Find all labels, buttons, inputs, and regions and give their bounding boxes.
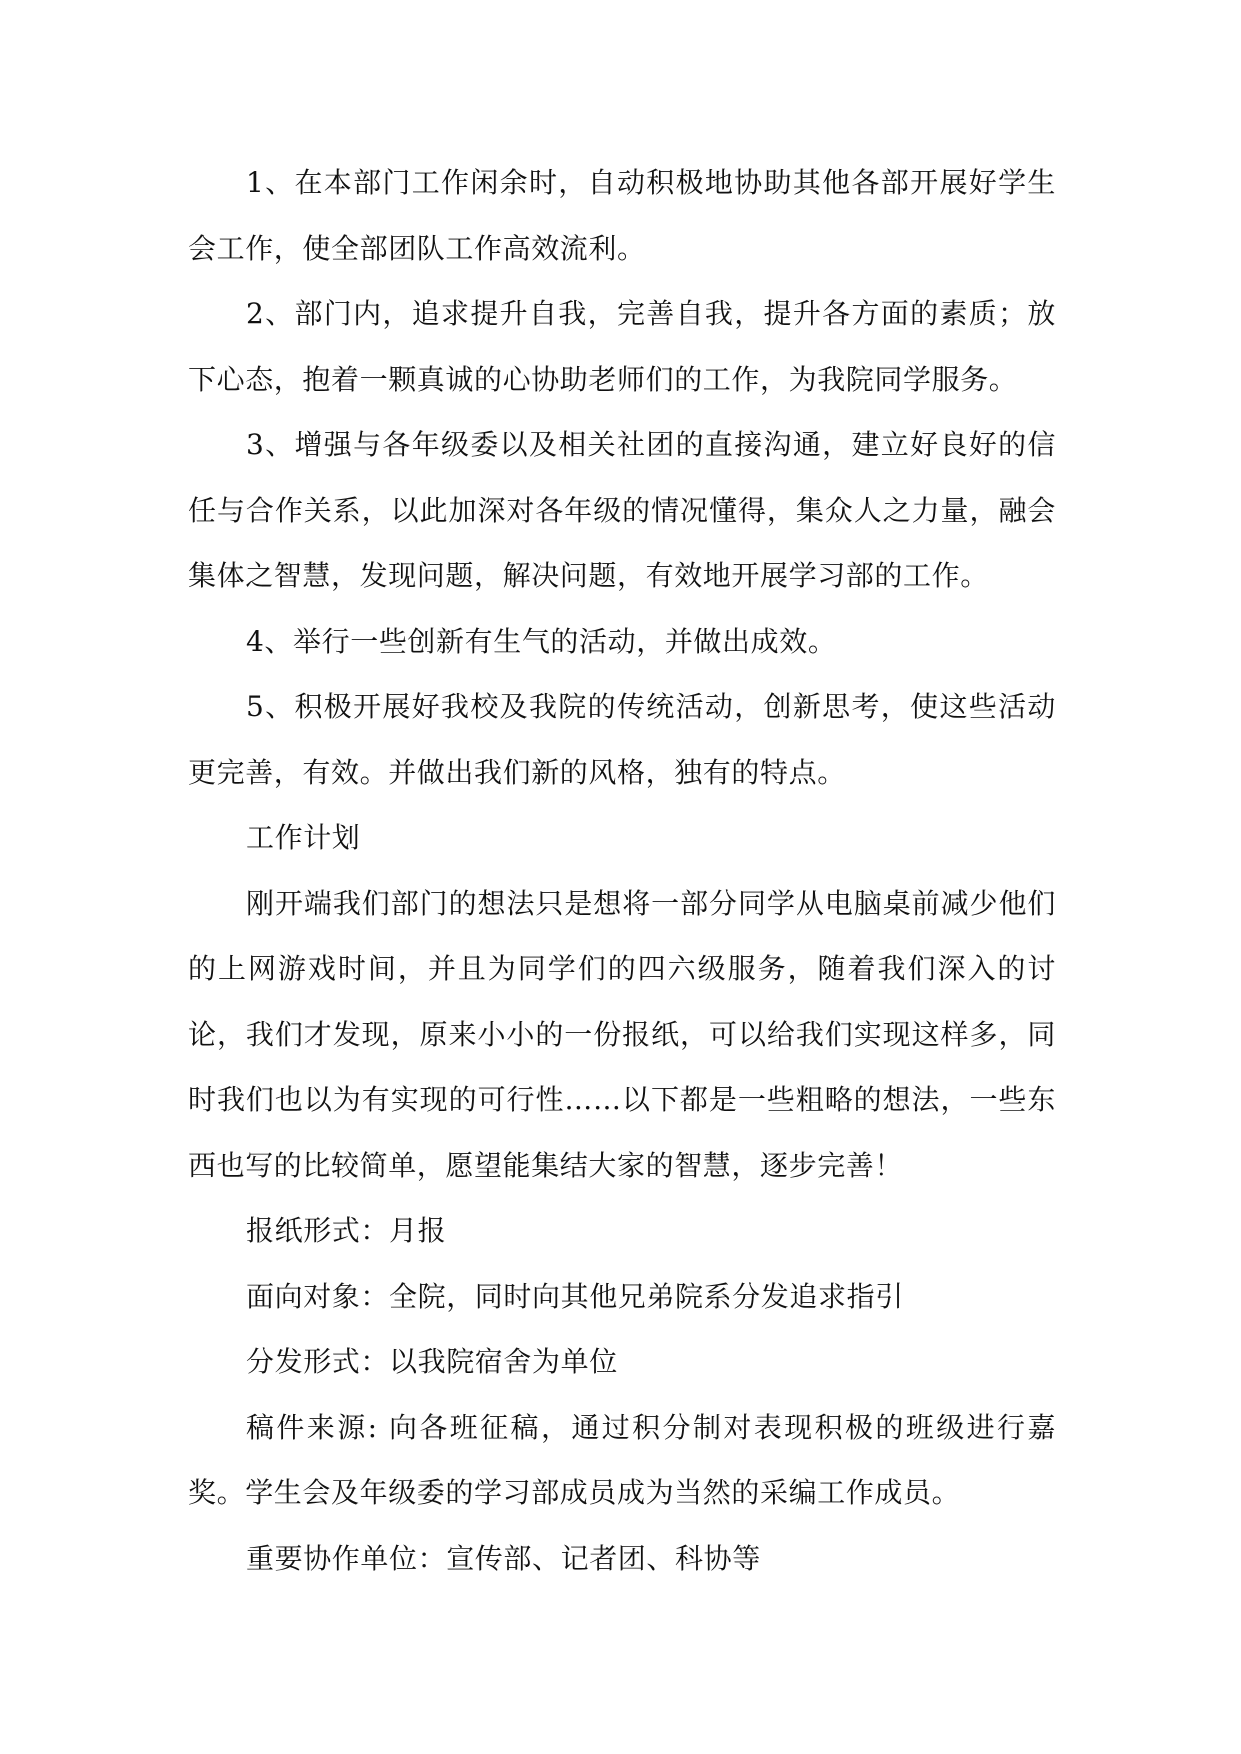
paragraph-intro: 刚开端我们部门的想法只是想将一部分同学从电脑桌前减少他们的上网游戏时间，并且为同学们的四六级服务，随着我们深入的讨论，我们才发现，原来小小的一份报纸，可以给我们实现这样多，同时我们也以为有实现的可行性……以下都是一些粗略的想法，一些东西也写的比较简单，愿望能集结大家的智慧，逐步完善！ bbox=[188, 886, 1056, 1182]
paragraph-item-3: 3、增强与各年级委以及相关社团的直接沟通，建立好良好的信任与合作关系，以此加深对各年级的情况懂得，集众人之力量，融会集体之智慧，发现问题，解决问题，有效地开展学习部的工作。 bbox=[188, 428, 1056, 592]
paragraph-newspaper-form: 报纸形式：月报 bbox=[246, 1214, 447, 1247]
paragraph-item-2: 2、部门内，追求提升自我，完善自我，提升各方面的素质；放下心态，抱着一颗真诚的心协助老师们的工作，为我院同学服务。 bbox=[188, 297, 1056, 396]
paragraph-sources: 稿件来源: 向各班征稿，通过积分制对表现积极的班级进行嘉奖。学生会及年级委的学习部成员成为当然的采编工作成员。 bbox=[188, 1410, 1056, 1509]
section-heading-work-plan: 工作计划 bbox=[246, 821, 361, 854]
paragraph-item-5: 5、积极开展好我校及我院的传统活动，创新思考，使这些活动更完善，有效。并做出我们新的风格，独有的特点。 bbox=[188, 690, 1056, 789]
paragraph-audience: 面向对象：全院，同时向其他兄弟院系分发追求指引 bbox=[246, 1279, 904, 1313]
paragraph-item-4: 4、举行一些创新有生气的活动，并做出成效。 bbox=[246, 624, 837, 658]
paragraph-partners: 重要协作单位：宣传部、记者团、科协等 bbox=[246, 1541, 761, 1575]
paragraph-item-1: 1、在本部门工作闲余时，自动积极地协助其他各部开展好学生会工作，使全部团队工作高效流利。 bbox=[188, 166, 1056, 265]
paragraph-distribution: 分发形式：以我院宿舍为单位 bbox=[246, 1345, 618, 1378]
document-body bbox=[188, 150, 1056, 1591]
